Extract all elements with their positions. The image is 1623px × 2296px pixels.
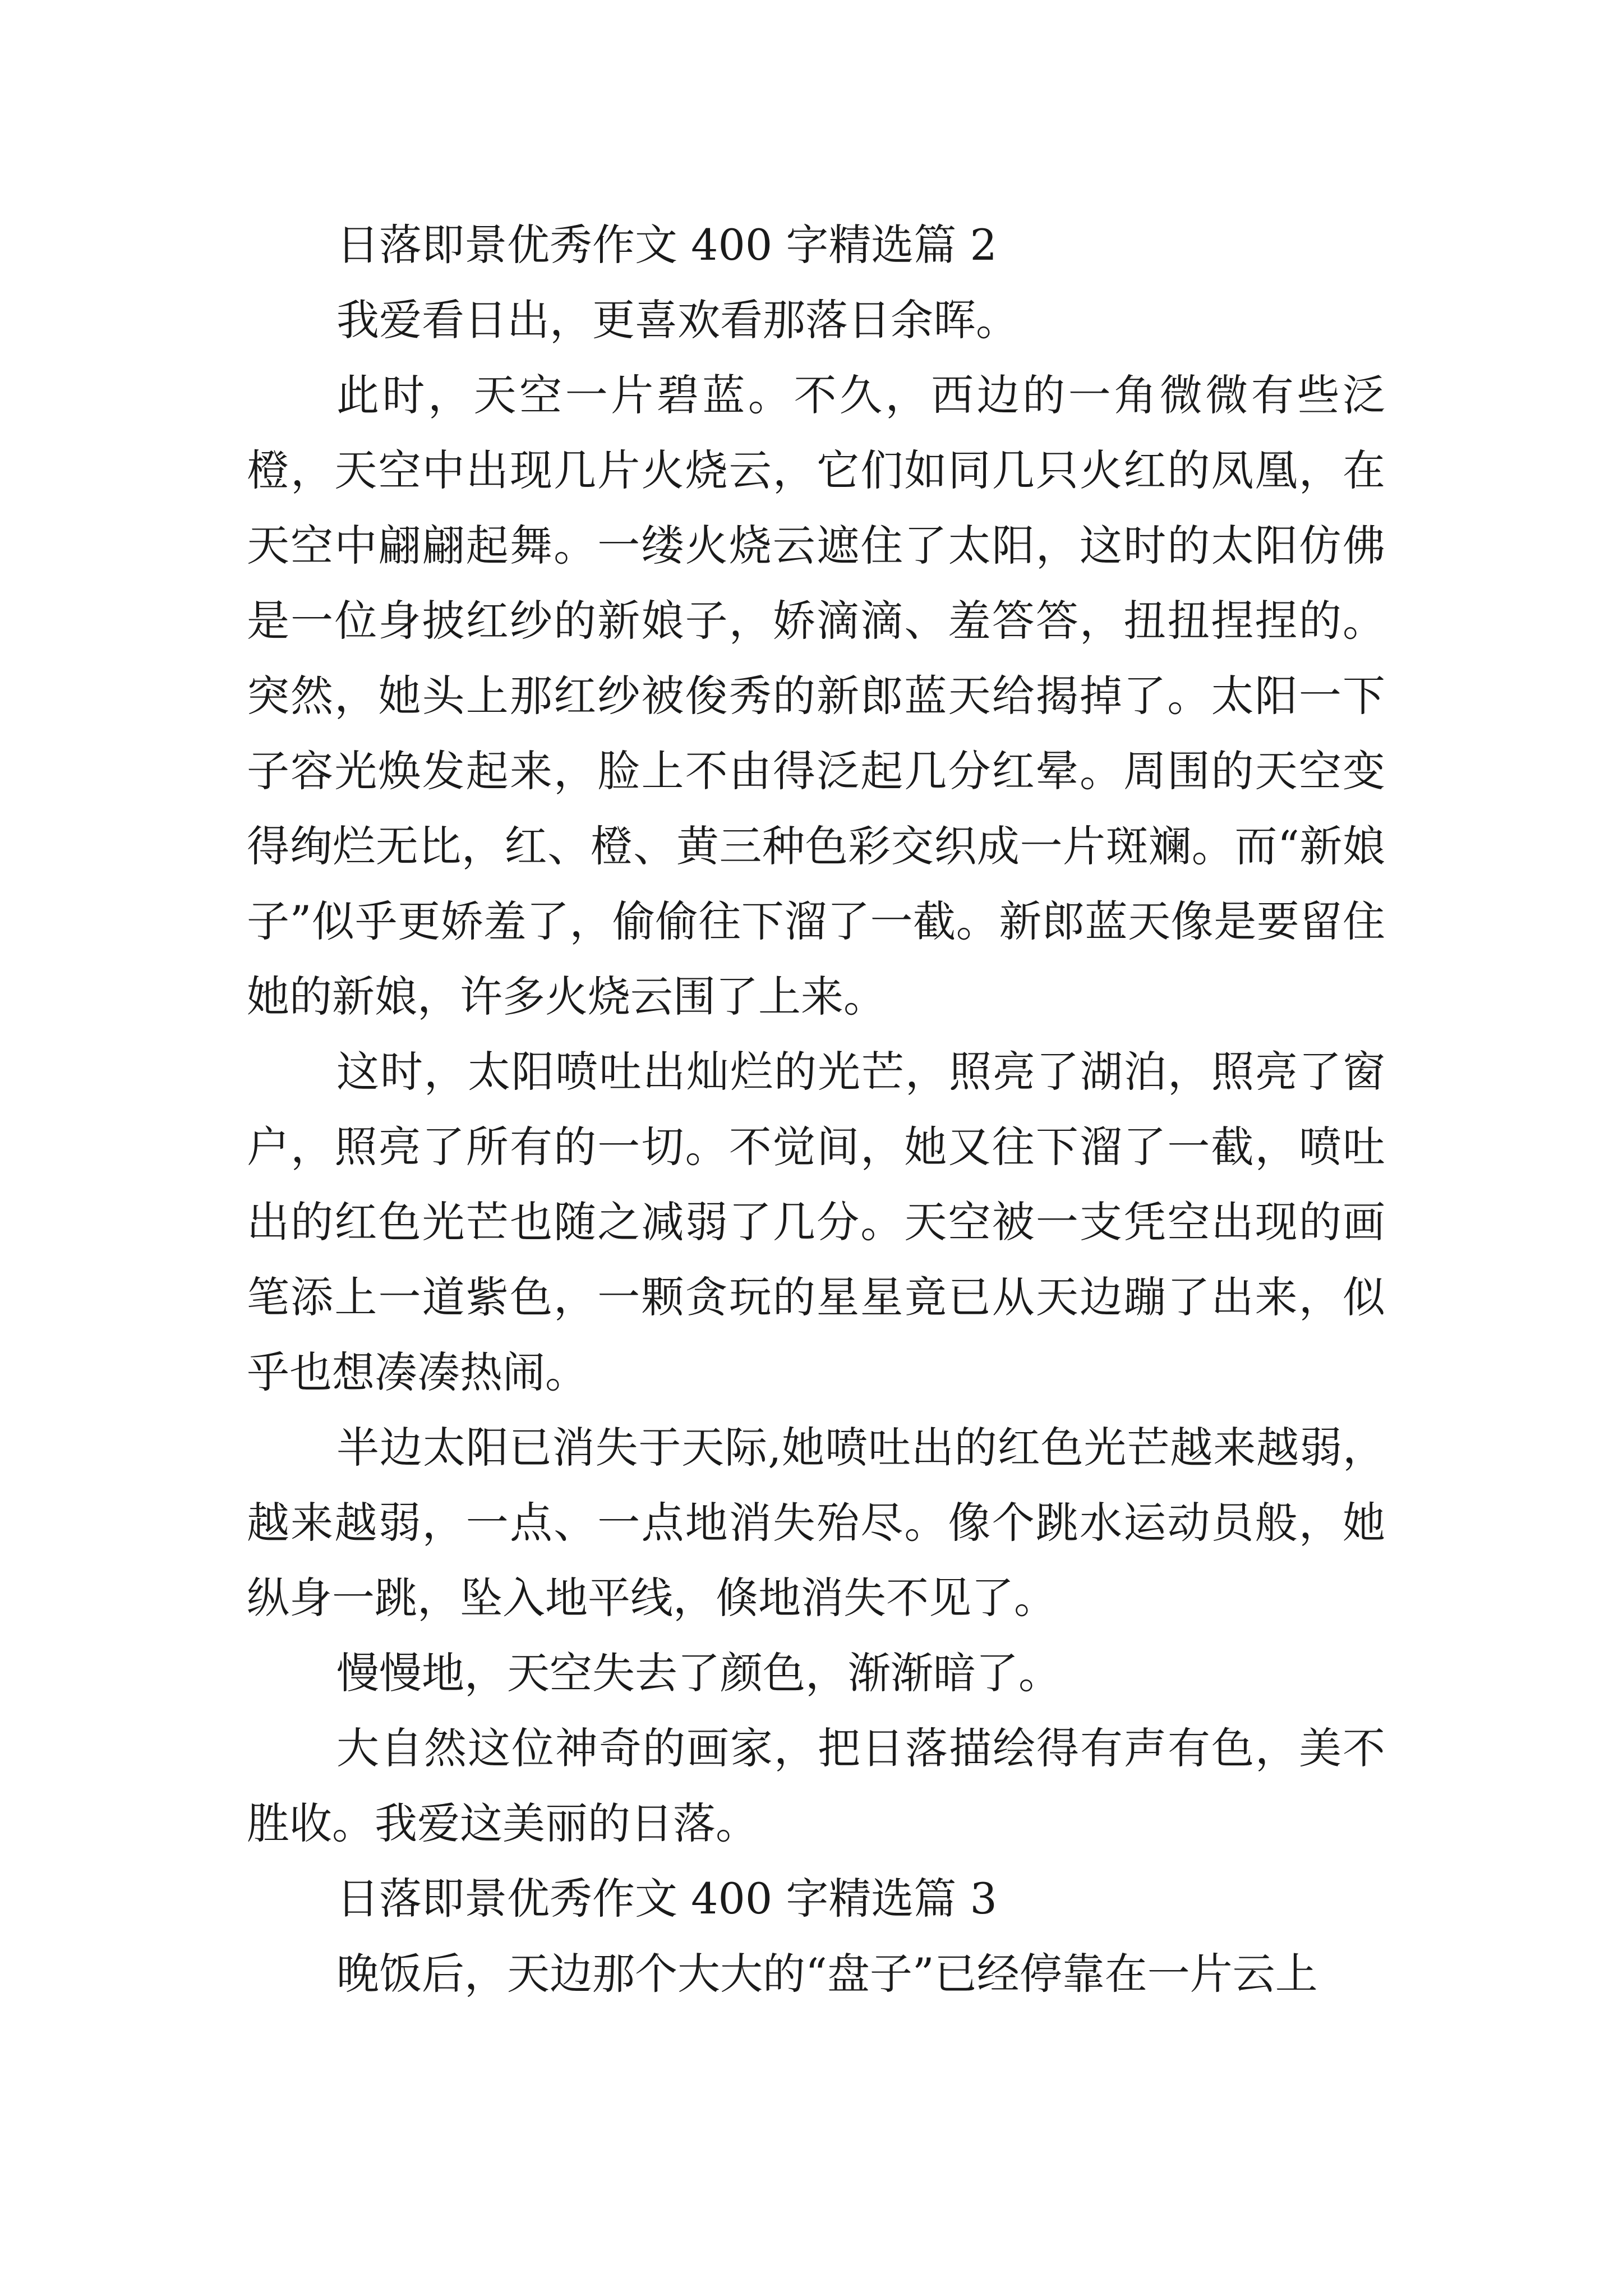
paragraph: 慢慢地，天空失去了颜色，渐渐暗了。 [336, 1648, 1061, 1698]
section-heading: 日落即景优秀作文 400 字精选篇 3 [336, 1874, 997, 1924]
paragraph: 此时，天空一片碧蓝。不久，西边的一角微微有些泛橙，天空中出现几片火烧云，它们如同几只火红的凤凰，在天空中翩翩起舞。一缕火烧云遮住了太阳，这时的太阳仿佛是一位身披红纱的新娘子，娇滴滴、羞答答，扭扭捏捏的。突然，她头上那红纱被俊秀的新郎蓝天给揭掉了。太阳一下子容光焕发起来，脸上不由得泛起几分红晕。周围的天空变得绚烂无比，红、橙、黄三种色彩交织成一片斑斓。而“新娘子”似乎更娇羞了，偷偷往下溜了一截。新郎蓝天像是要留住她的新娘，许多火烧云围了上来。 [247, 370, 1385, 1022]
paragraph: 大自然这位神奇的画家，把日落描绘得有声有色，美不胜收。我爱这美丽的日落。 [247, 1723, 1385, 1848]
document-body [247, 208, 1385, 2012]
section-heading: 日落即景优秀作文 400 字精选篇 2 [336, 220, 997, 270]
paragraph: 这时，太阳喷吐出灿烂的光芒，照亮了湖泊，照亮了窗户，照亮了所有的一切。不觉间，她又往下溜了一截，喷吐出的红色光芒也随之减弱了几分。天空被一支凭空出现的画笔添上一道紫色，一颗贪玩的星星竟已从天边蹦了出来，似乎也想凑凑热闹。 [247, 1047, 1385, 1397]
paragraph: 晚饭后，天边那个大大的“盘子”已经停靠在一片云上 [336, 1949, 1318, 1999]
paragraph: 我爱看日出，更喜欢看那落日余晖。 [336, 295, 1018, 345]
paragraph: 半边太阳已消失于天际,她喷吐出的红色光芒越来越弱，越来越弱，一点、一点地消失殆尽。像个跳水运动员般，她纵身一跳，坠入地平线，倏地消失不见了。 [247, 1423, 1385, 1623]
